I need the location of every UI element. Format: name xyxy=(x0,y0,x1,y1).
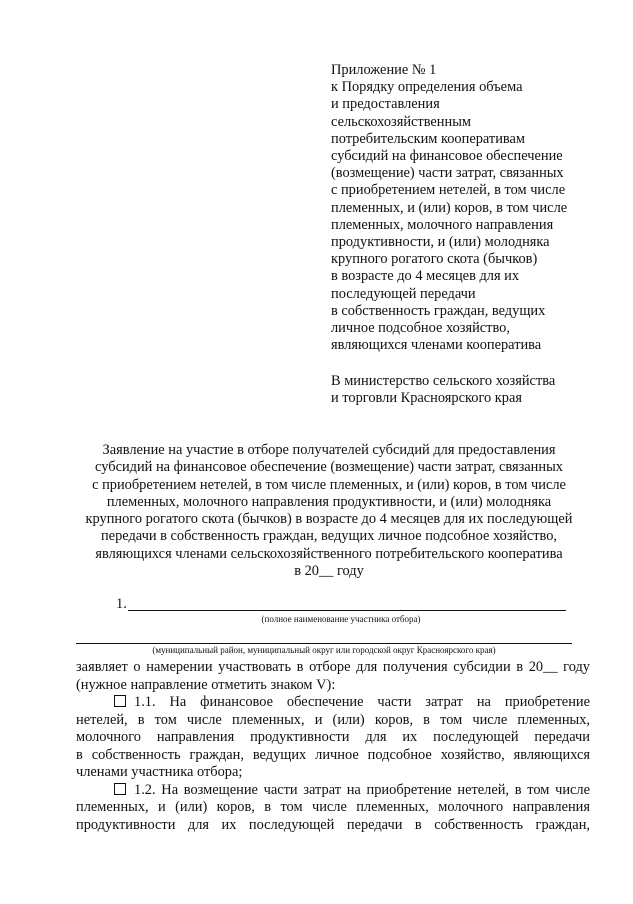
appendix-line: племенных, молочного направления xyxy=(331,216,554,233)
appendix-line: являющихся членами кооператива xyxy=(331,337,542,354)
appendix-line: к Порядку определения объема xyxy=(331,79,523,96)
title-line: в 20__ году xyxy=(294,563,364,580)
appendix-header xyxy=(331,62,621,354)
appendix-line: потребительским кооперативам xyxy=(331,130,526,147)
option-1-1-line: нетелей, в том числе племенных, и (или) коров, в том числе племенных, xyxy=(76,711,590,728)
appendix-line: сельскохозяйственным xyxy=(331,113,471,130)
appendix-line: в собственность граждан, ведущих xyxy=(331,302,546,319)
appendix-line: последующей передачи xyxy=(331,285,476,302)
option-1-1-line: членами участника отбора; xyxy=(76,764,243,780)
appendix-line: с приобретением нетелей, в том числе xyxy=(331,182,566,199)
addressee-line: и торговли Красноярского края xyxy=(331,390,522,407)
title-line: племенных, молочного направления продуктивности, и (или) молодняка xyxy=(106,493,552,510)
option-1-1-text: 1.1. На финансовое обеспечение части затрат на приобретение xyxy=(134,694,590,710)
title-line: с приобретением нетелей, в том числе племенных, и (или) коров, в том числе xyxy=(92,476,566,493)
option-1-1-line: молочного направления продуктивности для их последующей передачи xyxy=(76,729,590,745)
application-body xyxy=(76,659,590,834)
appendix-line: племенных, и (или) коров, в том числе xyxy=(331,199,568,216)
option-1-2-text: 1.2. На возмещение части затрат на приобретение нетелей, в том числе xyxy=(134,781,590,798)
appendix-line: в возрасте до 4 месяцев для их xyxy=(331,268,520,285)
title-line: крупного рогатого скота (бычков) в возрасте до 4 месяцев для их последующей xyxy=(85,511,573,528)
addressee xyxy=(331,373,621,407)
option-1-2-first-line xyxy=(76,782,590,800)
title-line: передачи в собственность граждан, ведущих личное подсобное хозяйство, xyxy=(100,528,557,545)
appendix-line: Приложение № 1 xyxy=(331,62,437,78)
option-1-2-checkbox[interactable] xyxy=(114,783,126,795)
title-line: являющихся членами сельскохозяйственного потребительского кооператива xyxy=(95,545,563,562)
declare-line: (нужное направление отметить знаком V): xyxy=(76,676,336,693)
item-number: 1. xyxy=(116,596,127,612)
document-title xyxy=(40,442,618,580)
participant-name-line[interactable] xyxy=(128,610,566,611)
appendix-line: личное подсобное хозяйство, xyxy=(331,320,510,337)
municipality-line[interactable] xyxy=(76,643,572,644)
option-1-1-first-line xyxy=(76,694,590,712)
title-line: субсидий на финансовое обеспечение (возмещение) части затрат, связанных xyxy=(95,459,563,476)
municipality-caption: (муниципальный район, муниципальный округ или городской округ Красноярского края) xyxy=(152,645,496,655)
appendix-line: (возмещение) части затрат, связанных xyxy=(331,165,564,182)
title-line: Заявление на участие в отборе получателей субсидий для предоставления xyxy=(102,442,556,458)
option-1-1-line: в собственность граждан, ведущих личное подсобное хозяйство, являющихся xyxy=(76,746,590,763)
appendix-line: субсидий на финансовое обеспечение xyxy=(331,148,563,165)
option-1-2-line: племенных, и (или) коров, в том числе племенных, молочного направления xyxy=(76,799,590,815)
declare-line: заявляет о намерении участвовать в отборе для получения субсидии в 20__ году xyxy=(76,659,590,675)
addressee-line: В министерство сельского хозяйства xyxy=(331,373,556,389)
option-1-1-checkbox[interactable] xyxy=(114,695,126,707)
participant-name-caption: (полное наименование участника отбора) xyxy=(261,614,421,624)
appendix-line: крупного рогатого скота (бычков) xyxy=(331,251,538,268)
appendix-line: и предоставления xyxy=(331,96,440,113)
appendix-line: продуктивности, и (или) молодняка xyxy=(331,234,550,251)
option-1-2-line: продуктивности для их последующей передачи в собственность граждан, xyxy=(76,816,590,833)
